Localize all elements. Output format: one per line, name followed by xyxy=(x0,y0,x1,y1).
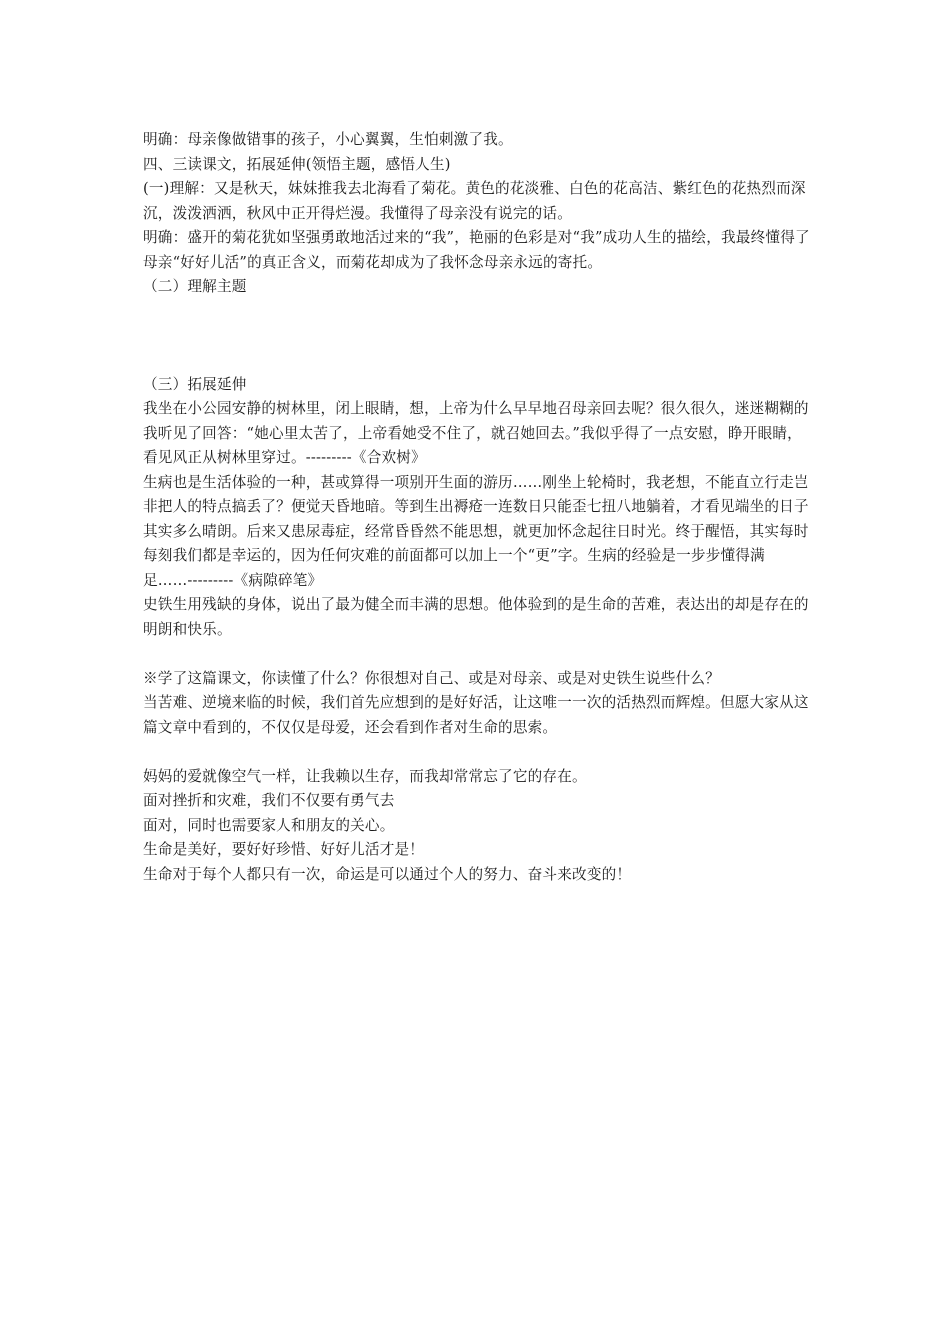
section-four-heading: 四、三读课文，拓展延伸(领悟主题，感悟人生) xyxy=(143,155,451,173)
excerpt-hehuanshu: 我坐在小公园安静的树林里，闭上眼睛，想，上帝为什么早早地召母亲回去呢？很久很久，迷迷糊糊的我听见了回答：“她心里太苦了，上帝看她受不住了，就召她回去。”我似乎得了一点安慰，睁开眼睛，看见风正从树林里穿过。---------《合欢树》 xyxy=(143,400,809,466)
excerpt-bingxisuibi: 生病也是生活体验的一种，甚或算得一项别开生面的游历……刚坐上轮椅时，我老想，不能直立行走岂非把人的特点搞丢了？便觉天昏地暗。等到生出褥疮一连数日只能歪七扭八地躺着，才看见端坐的日子其实多么晴朗。后来又患尿毒症，经常昏昏然不能思想，就更加怀念起往日时光。终于醒悟，其实每时每刻我们都是幸运的，因为任何灾难的前面都可以加上一个“更”字。生病的经验是一步步懂得满足……---------《病隙碎笔》 xyxy=(143,473,809,589)
document-body xyxy=(143,128,813,887)
blank-line xyxy=(143,740,813,765)
part-one-understanding: (一)理解：又是秋天，妹妹推我去北海看了菊花。黄色的花淡雅、白色的花高洁、紫红色的花热烈而深沉，泼泼洒洒，秋风中正开得烂漫。我懂得了母亲没有说完的话。 xyxy=(143,180,806,222)
author-summary: 史铁生用残缺的身体，说出了最为健全而丰满的思想。他体验到的是生命的苦难，表达出的却是存在的明朗和快乐。 xyxy=(143,596,809,638)
blank-space xyxy=(143,300,813,373)
closing-line-3: 面对，同时也需要家人和朋友的关心。 xyxy=(143,816,395,834)
reflection-answer: 当苦难、逆境来临的时候，我们首先应想到的是好好活，让这唯一一次的活热烈而辉煌。但愿大家从这篇文章中看到的，不仅仅是母爱，还会看到作者对生命的思索。 xyxy=(143,694,809,736)
clarification-mother-careful: 明确：母亲像做错事的孩子，小心翼翼，生怕刺激了我。 xyxy=(143,131,513,148)
reflection-question: ※学了这篇课文，你读懂了什么？你很想对自己、或是对母亲、或是对史铁生说些什么？ xyxy=(143,669,720,687)
part-two-heading: （二）理解主题 xyxy=(143,278,247,295)
closing-line-1: 妈妈的爱就像空气一样，让我赖以生存，而我却常常忘了它的存在。 xyxy=(143,767,587,785)
closing-line-5: 生命对于每个人都只有一次，命运是可以通过个人的努力、奋斗来改变的！ xyxy=(143,865,632,883)
blank-line xyxy=(143,642,813,667)
clarification-chrysanthemum: 明确：盛开的菊花犹如坚强勇敢地活过来的“我”，艳丽的色彩是对“我”成功人生的描绘，我最终懂得了母亲“好好儿活”的真正含义，而菊花却成为了我怀念母亲永远的寄托。 xyxy=(143,229,810,271)
closing-line-2: 面对挫折和灾难，我们不仅要有勇气去 xyxy=(143,792,395,809)
closing-line-4: 生命是美好，要好好珍惜、好好儿活才是！ xyxy=(143,841,425,858)
part-three-heading: （三）拓展延伸 xyxy=(143,375,247,393)
